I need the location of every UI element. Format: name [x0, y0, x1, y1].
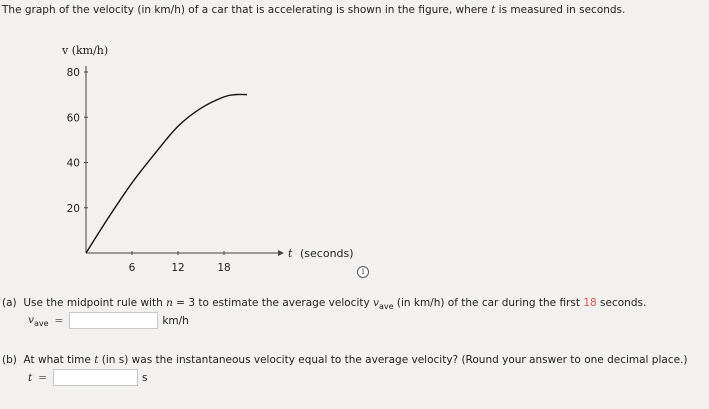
answer-a-sub: ave: [33, 318, 49, 328]
vave-answer-input[interactable]: [69, 312, 158, 329]
y-tick-label: 60: [66, 112, 80, 125]
question-a-text-1: Use the midpoint rule with: [23, 297, 167, 309]
info-icon[interactable]: i: [357, 266, 369, 278]
time-answer-input[interactable]: [53, 369, 138, 386]
answer-a-var: v: [28, 313, 34, 326]
answer-b-unit: s: [142, 371, 148, 384]
question-a-seconds-value: 18: [583, 297, 597, 309]
y-tick-label: 80: [66, 67, 80, 79]
question-a-text-2: to estimate the average velocity: [195, 297, 374, 309]
question-a-label: (a): [2, 297, 17, 309]
y-tick-label: 20: [66, 202, 80, 215]
intro-text-1: The graph of the velocity (in km/h) of a car that is accelerating is shown in the figure, where: [2, 4, 492, 16]
answer-b-var: t: [28, 371, 33, 384]
x-tick-label: 6: [128, 262, 136, 274]
answer-row-a: [28, 312, 189, 329]
question-b-t-var: t: [94, 354, 99, 366]
answer-b-equals: =: [38, 371, 48, 384]
intro-var-t: t: [491, 4, 496, 16]
x-axis-arrow: [278, 250, 284, 256]
question-b-label: (b): [2, 354, 17, 366]
answer-a-unit: km/h: [162, 314, 189, 327]
x-tick-label: 12: [171, 262, 185, 274]
question-b: [2, 354, 687, 366]
question-a-n-var: n: [166, 297, 173, 309]
intro-text-2: is measured in seconds.: [495, 4, 626, 16]
x-axis-unit: (seconds): [300, 247, 354, 260]
question-b-text-2: (in s) was the instantaneous velocity equal to the average velocity? (Round your answer to one decimal place.): [98, 354, 688, 366]
velocity-curve: [86, 94, 247, 253]
question-a-n-eq: = 3: [172, 297, 195, 309]
y-axis-label: v (km/h): [62, 44, 109, 57]
question-b-text-1: At what time: [23, 354, 95, 366]
question-a-text-3: (in km/h) of the car during the first: [393, 297, 584, 309]
question-a-text-4: seconds.: [596, 297, 647, 309]
answer-a-equals: =: [54, 314, 64, 327]
x-tick-label: 18: [217, 262, 231, 274]
y-tick-label: 40: [66, 157, 80, 170]
question-a-v-var: v: [373, 297, 379, 309]
question-a-v-sub: ave: [378, 302, 394, 311]
answer-a-label: [28, 314, 49, 328]
question-a: [2, 297, 646, 311]
answer-row-b: [28, 369, 148, 386]
x-axis-variable: t: [288, 247, 293, 260]
